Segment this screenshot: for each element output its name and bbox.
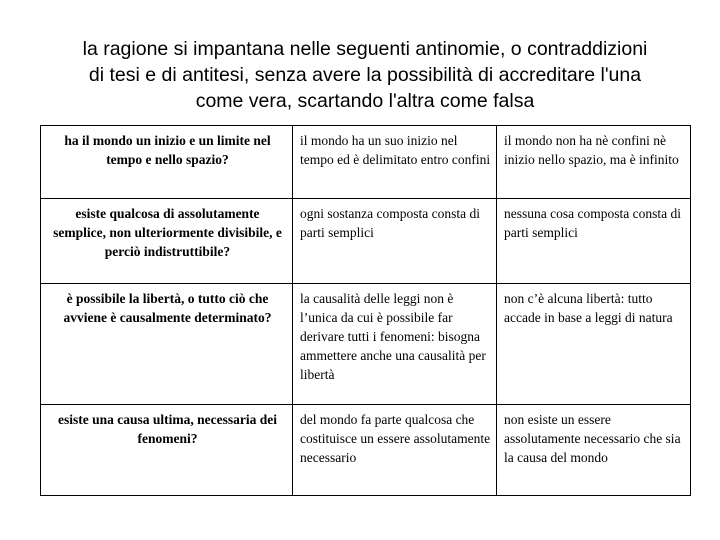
title-line: come vera, scartando l'altra come falsa bbox=[195, 90, 535, 112]
question-cell: ha il mondo un inizio e un limite nel tempo e nello spazio? bbox=[41, 126, 293, 199]
antithesis-cell: nessuna cosa composta consta di parti semplici bbox=[497, 199, 691, 284]
thesis-cell: ogni sostanza composta consta di parti semplici bbox=[293, 199, 497, 284]
question-cell: esiste qualcosa di assolutamente semplice, non ulteriormente divisibile, e perciò indistruttibile? bbox=[41, 199, 293, 284]
question-cell: è possibile la libertà, o tutto ciò che avviene è causalmente determinato? bbox=[41, 284, 293, 405]
antithesis-cell: non esiste un essere assolutamente necessario che sia la causa del mondo bbox=[497, 405, 691, 496]
table-row bbox=[41, 405, 691, 496]
thesis-cell: la causalità delle leggi non è l’unica da cui è possibile far derivare tutti i fenomeni: bisogna ammettere anche una causalità per libertà bbox=[293, 284, 497, 405]
antithesis-cell: non c’è alcuna libertà: tutto accade in base a leggi di natura bbox=[497, 284, 691, 405]
title-line: la ragione si impantana nelle seguenti antinomie, o contraddizioni bbox=[82, 38, 648, 60]
question-cell: esiste una causa ultima, necessaria dei fenomeni? bbox=[41, 405, 293, 496]
page-title bbox=[40, 36, 690, 114]
thesis-cell: il mondo ha un suo inizio nel tempo ed è delimitato entro confini bbox=[293, 126, 497, 199]
thesis-cell: del mondo fa parte qualcosa che costituisce un essere assolutamente necessario bbox=[293, 405, 497, 496]
title-line: di tesi e di antitesi, senza avere la possibilità di accreditare l'una bbox=[88, 64, 642, 86]
table-row bbox=[41, 284, 691, 405]
antithesis-cell: il mondo non ha nè confini nè inizio nello spazio, ma è infinito bbox=[497, 126, 691, 199]
table-row bbox=[41, 199, 691, 284]
table-row bbox=[41, 126, 691, 199]
antinomies-table bbox=[40, 125, 691, 496]
